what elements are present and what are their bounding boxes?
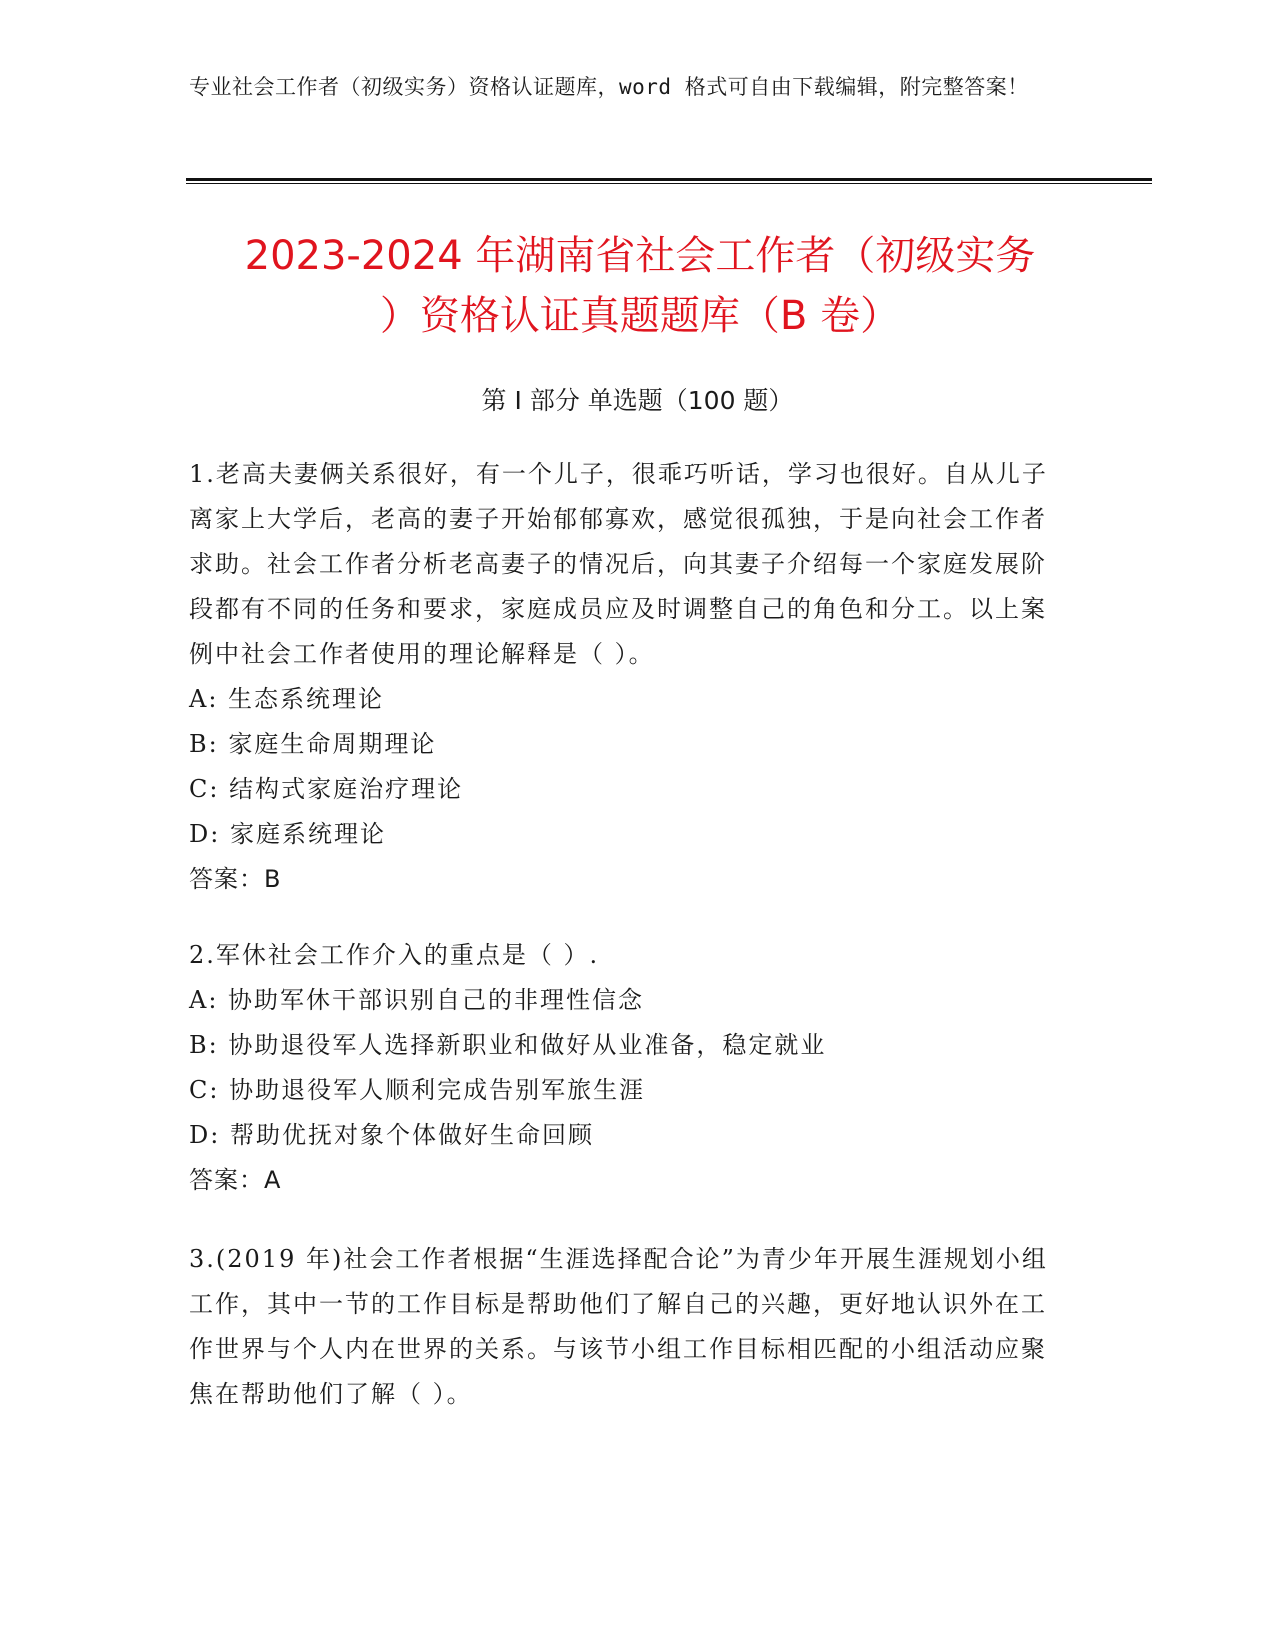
question-3 <box>189 1237 1069 1417</box>
answer: 答案：A <box>189 1166 282 1194</box>
document-title <box>190 226 1090 346</box>
header-note: 专业社会工作者（初级实务）资格认证题库，word 格式可自由下载编辑，附完整答案！ <box>189 75 1029 99</box>
question-2 <box>189 933 1069 1203</box>
option-b: B: 协助退役军人选择新职业和做好从业准备，稳定就业 <box>189 1031 827 1059</box>
option-b: B: 家庭生命周期理论 <box>189 730 437 758</box>
header-divider-thin <box>186 183 1152 184</box>
document-title-line-2: ）资格认证真题题库（B 卷） <box>379 293 901 339</box>
question-stem: 2.军休社会工作介入的重点是（ ）. <box>189 941 600 969</box>
question-stem: 3.(2019 年)社会工作者根据“生涯选择配合论”为青少年开展生涯规划小组工作，其中一节的工作目标是帮助他们了解自己的兴趣，更好地认识外在工作世界与个人内在世界的关系。与该节小组工作目标相匹配的小组活动应聚焦在帮助他们了解（ ）。 <box>189 1245 1048 1408</box>
answer: 答案：B <box>189 865 282 893</box>
option-d: D: 帮助优抚对象个体做好生命回顾 <box>189 1121 594 1149</box>
option-a: A: 生态系统理论 <box>189 685 385 713</box>
option-c: C: 结构式家庭治疗理论 <box>189 775 464 803</box>
question-stem: 1.老高夫妻俩关系很好，有一个儿子，很乖巧听话，学习也很好。自从儿子离家上大学后，老高的妻子开始郁郁寡欢，感觉很孤独，于是向社会工作者求助。社会工作者分析老高妻子的情况后，向其妻子介绍每一个家庭发展阶段都有不同的任务和要求，家庭成员应及时调整自己的角色和分工。以上案例中社会工作者使用的理论解释是（ ）。 <box>189 460 1048 668</box>
section-title: 第 I 部分 单选题（100 题） <box>481 386 794 415</box>
header-divider-thick <box>186 178 1152 181</box>
document-title-line-1: 2023-2024 年湖南省社会工作者（初级实务 <box>244 233 1036 279</box>
option-c: C: 协助退役军人顺利完成告别军旅生涯 <box>189 1076 646 1104</box>
option-d: D: 家庭系统理论 <box>189 820 386 848</box>
question-1 <box>189 452 1069 902</box>
option-a: A: 协助军休干部识别自己的非理性信念 <box>189 986 645 1014</box>
